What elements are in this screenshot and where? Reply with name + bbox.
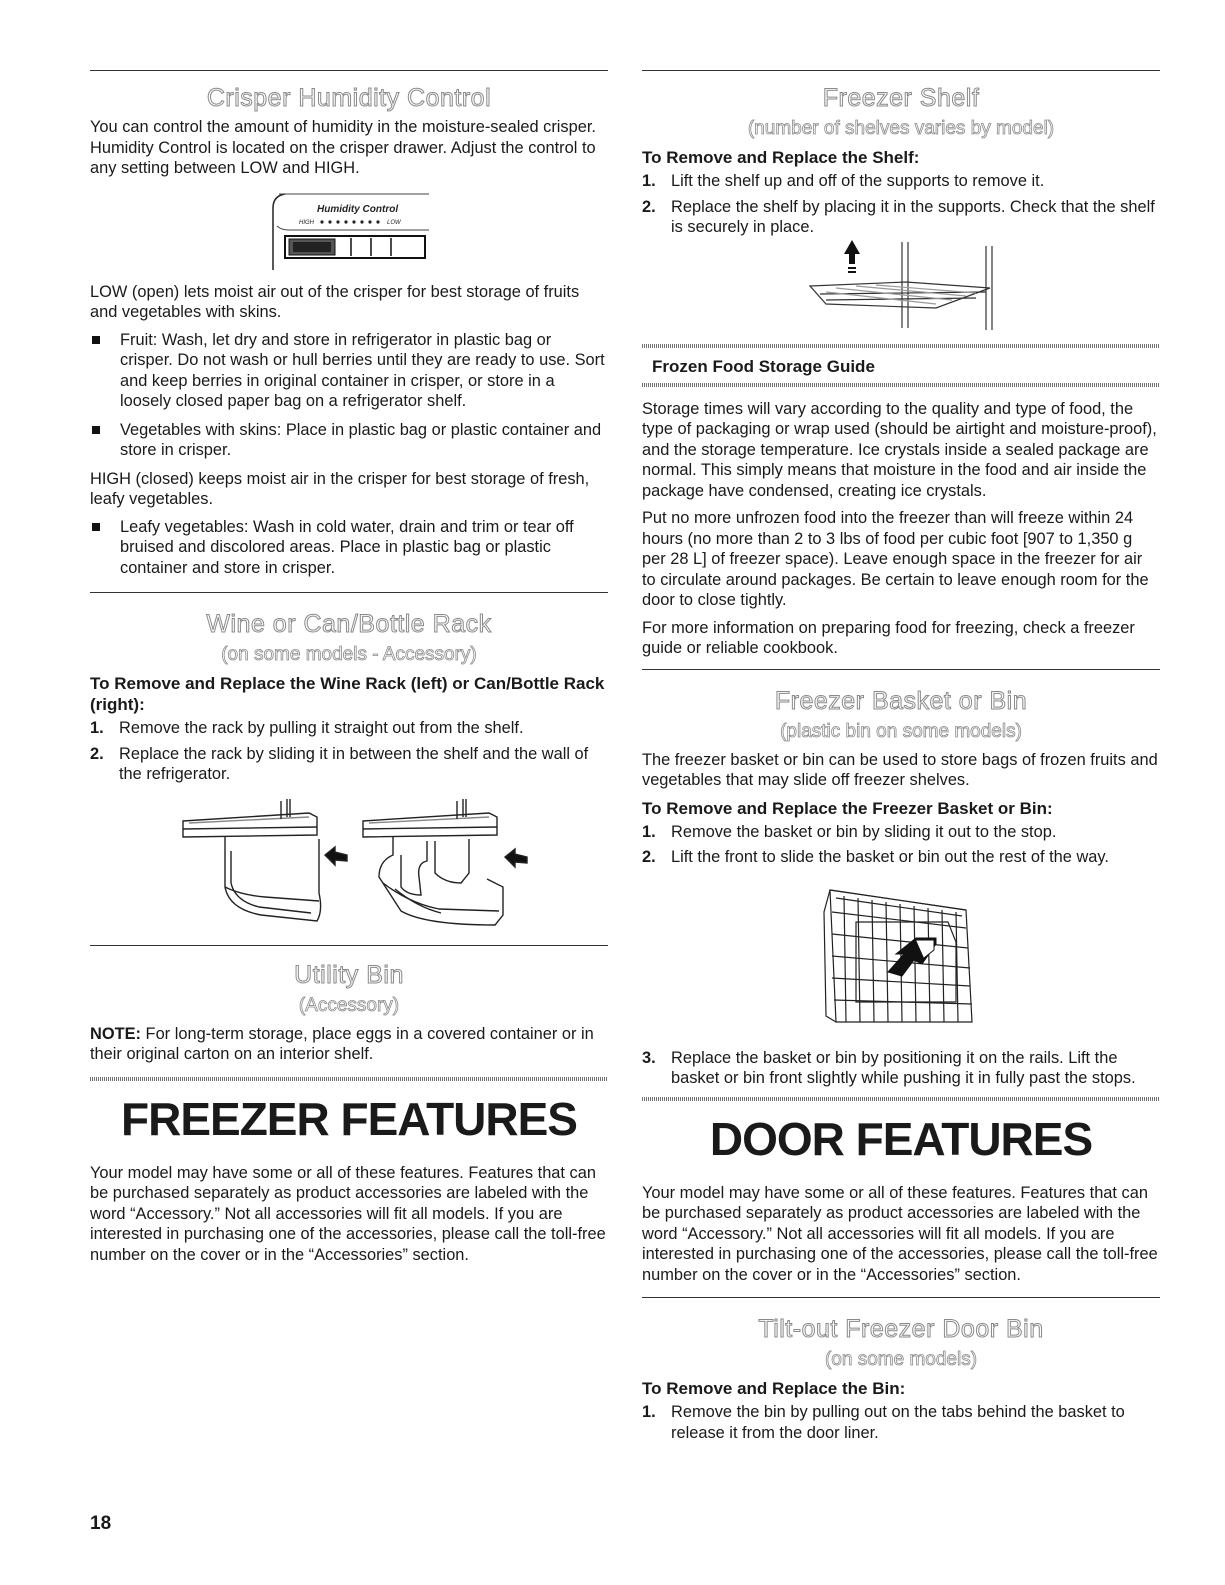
humidity-control-label: Humidity Control — [317, 203, 399, 215]
note-text: For long-term storage, place eggs in a covered container or in their original carton on an interior shelf. — [90, 1024, 594, 1063]
step-number: 1. — [642, 822, 656, 841]
section-title: Freezer Shelf — [822, 84, 980, 112]
step-number: 1. — [90, 719, 104, 737]
freezer-features-text: Your model may have some or all of these features. Features that can be purchased separately as product accessories are labeled with the word “Accessory.” Not all accessories will fit all models. If you are interested in purchasing one of the accessories, please call the toll-free number on the cover or in the “Accessories” section. — [90, 1163, 606, 1264]
basket-intro: The freezer basket or bin can be used to store bags of frozen fruits and vegetables that may slide off freezer shelves. — [642, 750, 1158, 789]
step-text: Replace the basket or bin by positioning it on the rails. Lift the basket or bin front slightly while pushing it in fully past the stops. — [671, 1048, 1136, 1087]
crisper-humidity-section — [90, 83, 608, 578]
freezer-shelf-heading: To Remove and Replace the Shelf: — [642, 148, 920, 167]
list-item — [90, 718, 608, 739]
section-subtitle: (on some models) — [824, 1349, 978, 1370]
tilt-bin-section — [642, 1314, 1160, 1443]
utility-bin-section — [90, 960, 608, 1065]
section-divider — [90, 592, 608, 593]
step-text: Remove the basket or bin by sliding it out to the stop. — [671, 822, 1057, 841]
step-number: 2. — [90, 744, 104, 763]
list-item — [642, 197, 1160, 238]
basket-steps — [642, 822, 1160, 868]
section-title: Utility Bin — [294, 960, 404, 989]
left-column — [90, 70, 608, 1272]
list-item: Vegetables with skins: Place in plastic bag or plastic container and store in crisper. — [90, 420, 608, 461]
section-divider — [642, 1297, 1160, 1298]
freezer-shelf-figure — [786, 238, 1016, 334]
dotted-divider — [90, 1077, 608, 1081]
list-item — [642, 847, 1160, 868]
wine-rack-section — [90, 609, 608, 931]
humidity-control-figure — [259, 186, 439, 278]
step-number: 1. — [642, 172, 656, 190]
guide-paragraph: For more information on preparing food for freezing, check a freezer guide or reliable cookbook. — [642, 618, 1135, 657]
list-item — [90, 744, 608, 785]
step-text: Replace the shelf by placing it in the supports. Check that the shelf is securely in place. — [671, 197, 1155, 236]
list-item — [642, 822, 1160, 843]
high-bullets — [90, 517, 608, 579]
right-column — [642, 70, 1160, 1449]
list-item — [642, 1048, 1160, 1089]
section-title: Tilt-out Freezer Door Bin — [758, 1315, 1044, 1343]
section-title: Crisper Humidity Control — [206, 84, 492, 112]
door-features-section — [642, 1113, 1160, 1286]
step-text: Remove the bin by pulling out on the tabs behind the basket to release it from the door liner. — [671, 1403, 1125, 1442]
step-text: Lift the shelf up and off of the supports to remove it. — [671, 172, 1045, 190]
basket-step3 — [642, 1048, 1160, 1089]
section-subtitle: (plastic bin on some models) — [780, 720, 1022, 742]
guide-paragraph: Put no more unfrozen food into the freezer than will freeze within 24 hours (no more than 2 to 3 lbs of food per cubic foot [907 to 1,350 g per 28 L] of freezer space). Leave enough space in the freezer for air to circulate around packages. Be certain to leave enough room for the door to close tightly. — [642, 509, 1149, 609]
freezer-basket-figure — [816, 882, 986, 1032]
wine-rack-heading: To Remove and Replace the Wine Rack (left) or Can/Bottle Rack (right): — [90, 674, 605, 714]
step-number: 2. — [642, 197, 656, 216]
section-subtitle: (on some models - Accessory) — [221, 644, 477, 665]
note-label: NOTE: — [90, 1024, 141, 1043]
section-subtitle: (Accessory) — [298, 994, 400, 1016]
step-text: Replace the rack by sliding it in between the shelf and the wall of the refrigerator. — [119, 744, 589, 783]
step-text: Lift the front to slide the basket or bin out the rest of the way. — [671, 848, 1109, 866]
section-divider — [90, 945, 608, 946]
step-text: Remove the rack by pulling it straight out from the shelf. — [119, 719, 524, 737]
high-setting-text: HIGH (closed) keeps moist air in the crisper for best storage of fresh, leafy vegetables. — [90, 469, 590, 508]
utility-note — [90, 1024, 608, 1065]
wine-rack-steps — [90, 718, 608, 785]
frozen-guide-title: Frozen Food Storage Guide — [652, 356, 875, 376]
basket-heading: To Remove and Replace the Freezer Basket or Bin: — [642, 798, 1053, 818]
dotted-divider — [642, 1097, 1160, 1101]
low-label: LOW — [387, 219, 401, 226]
page-number: 18 — [90, 1513, 112, 1534]
tilt-bin-heading: To Remove and Replace the Bin: — [642, 1379, 906, 1398]
freezer-basket-section — [642, 686, 1160, 1089]
guide-paragraph: Storage times will vary according to the quality and type of food, the type of packaging or wrap used (should be airtight and moisture-proof), and the storage temperature. Ice crystals inside a sealed package are normal. This simply means that moisture in the food and air inside the package have condensed, creating ice crystals. — [642, 399, 1157, 500]
section-title: Wine or Can/Bottle Rack — [206, 610, 492, 638]
list-item: Fruit: Wash, let dry and store in refrigerator in plastic bag or crisper. Do not wash or hull berries until they are ready to use. Sort and keep berries in original container in crisper, or store in a loosely closed paper bag on a refrigerator shelf. — [90, 330, 608, 412]
dotted-divider — [642, 383, 1160, 387]
section-title: Freezer Basket or Bin — [774, 686, 1028, 715]
high-label: HIGH — [299, 219, 314, 226]
section-divider — [642, 669, 1160, 670]
section-divider — [642, 70, 1160, 71]
section-subtitle: (number of shelves varies by model) — [747, 118, 1055, 139]
step-number: 3. — [642, 1048, 656, 1067]
frozen-food-guide-section — [642, 399, 1160, 659]
door-features-text: Your model may have some or all of these features. Features that can be purchased separately as product accessories are labeled with the word “Accessory.” Not all accessories will fit all models. If you are interested in purchasing one of the accessories, please call the toll-free number on the cover or in the “Accessories” section. — [642, 1183, 1158, 1284]
list-item: Leafy vegetables: Wash in cold water, drain and trim or tear off bruised and discolored areas. Place in plastic bag or plastic container and store in crisper. — [90, 517, 608, 579]
tilt-bin-steps — [642, 1402, 1160, 1443]
low-bullets — [90, 330, 608, 461]
wine-can-rack-figure — [169, 791, 529, 931]
page-heading: FREEZER FEATURES — [121, 1092, 577, 1145]
freezer-shelf-section — [642, 83, 1160, 334]
step-number: 1. — [642, 1403, 656, 1421]
list-item — [642, 1402, 1160, 1443]
page-heading: DOOR FEATURES — [709, 1112, 1093, 1165]
list-item — [642, 171, 1160, 192]
dotted-divider — [642, 344, 1160, 348]
freezer-features-section — [90, 1093, 608, 1266]
crisper-intro: You can control the amount of humidity in the moisture-sealed crisper. Humidity Control is located on the crisper drawer. Adjust the control to any setting between LOW and HIGH. — [90, 118, 596, 177]
step-number: 2. — [642, 848, 656, 866]
freezer-shelf-steps — [642, 171, 1160, 238]
section-divider — [90, 70, 608, 71]
low-setting-text: LOW (open) lets moist air out of the crisper for best storage of fruits and vegetables with skins. — [90, 282, 580, 321]
